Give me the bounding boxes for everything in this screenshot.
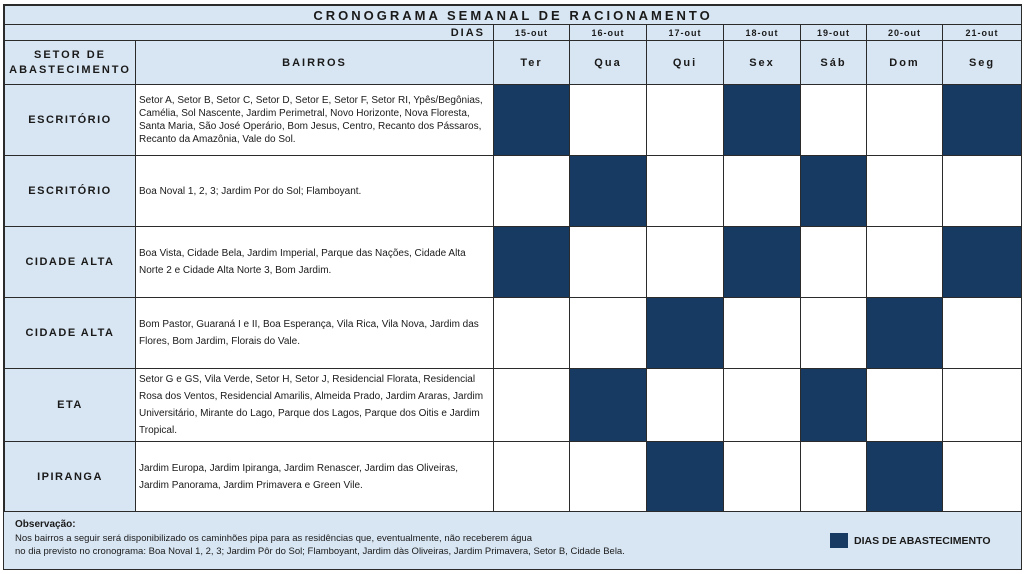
supply-cell (724, 156, 801, 227)
supply-cell (867, 298, 943, 369)
date-cell: 15-out (494, 25, 570, 41)
supply-cell (647, 442, 724, 513)
setor-header-line: ABASTECIMENTO (9, 63, 131, 76)
date-cell: 20-out (867, 25, 943, 41)
supply-cell (801, 156, 867, 227)
supply-cell (867, 227, 943, 298)
legend-swatch (830, 533, 848, 548)
table-row (5, 85, 1022, 156)
setor-cell: ESCRITÓRIO (5, 156, 136, 227)
table-row (5, 156, 1022, 227)
supply-cell (867, 442, 943, 513)
bairros-cell: Boa Noval 1, 2, 3; Jardim Por do Sol; Flamboyant. (136, 156, 494, 227)
supply-cell (647, 298, 724, 369)
supply-cell (647, 369, 724, 442)
dias-label: DIAS (5, 25, 494, 41)
page-title: CRONOGRAMA SEMANAL DE RACIONAMENTO (5, 6, 1022, 25)
supply-cell (943, 442, 1022, 513)
supply-cell (943, 369, 1022, 442)
schedule-sheet (3, 4, 1022, 570)
supply-cell (570, 298, 647, 369)
observation-panel (4, 511, 1021, 569)
weekday-cell: Dom (867, 41, 943, 85)
bairros-cell: Setor A, Setor B, Setor C, Setor D, Setor E, Setor F, Setor RI, Ypês/Begônias, Camélia, Sol Nascente, Jardim Perimetral, Novo Horizonte, Nova Floresta, Santa Maria, São José Operário, Bom Jesus, Centro, Recanto dos Pássaros, Recanto da Amazônia, Vale do Sol. (136, 85, 494, 156)
date-cell: 21-out (943, 25, 1022, 41)
date-cell: 16-out (570, 25, 647, 41)
table-row (5, 298, 1022, 369)
supply-cell (647, 227, 724, 298)
supply-cell (724, 442, 801, 513)
bairros-header: BAIRROS (136, 41, 494, 85)
supply-cell (724, 85, 801, 156)
setor-cell: IPIRANGA (5, 442, 136, 513)
supply-cell (724, 369, 801, 442)
legend-label: DIAS DE ABASTECIMENTO (854, 534, 991, 547)
supply-cell (647, 156, 724, 227)
table-row (5, 369, 1022, 442)
supply-cell (943, 227, 1022, 298)
legend (830, 533, 991, 548)
supply-cell (494, 227, 570, 298)
supply-cell (943, 298, 1022, 369)
bairros-cell: Setor G e GS, Vila Verde, Setor H, Setor J, Residencial Florata, Residencial Rosa dos Ventos, Residencial Amarilis, Almeida Prado, Jardim Araras, Jardim Universitário, Mirante do Lago, Parque dos Lagos, Parque dos Oitis e Jardim Tropical. (136, 369, 494, 442)
supply-cell (943, 156, 1022, 227)
schedule-table (4, 5, 1022, 513)
supply-cell (570, 156, 647, 227)
supply-cell (867, 156, 943, 227)
supply-cell (724, 298, 801, 369)
supply-cell (801, 442, 867, 513)
supply-cell (647, 85, 724, 156)
setor-cell: CIDADE ALTA (5, 298, 136, 369)
supply-cell (867, 85, 943, 156)
observation-text: no dia previsto no cronograma: Boa Noval 1, 2, 3; Jardim Pôr do Sol; Flamboyant, Jardim dàs Oliveiras, Jardim Primavera, Setor B, Cidade Bela. (15, 546, 625, 557)
observation-text: Nos bairros a seguir será disponibilizado os caminhões pipa para as residências que, eventualmente, não receberem água (15, 533, 532, 544)
weekday-cell: Qua (570, 41, 647, 85)
table-row (5, 442, 1022, 513)
bairros-cell: Boa Vista, Cidade Bela, Jardim Imperial, Parque das Nações, Cidade Alta Norte 2 e Cidade Alta Norte 3, Bom Jardim. (136, 227, 494, 298)
bairros-cell: Bom Pastor, Guaraná I e II, Boa Esperança, Vila Rica, Vila Nova, Jardim das Flores, Bom Jardim, Florais do Vale. (136, 298, 494, 369)
supply-cell (570, 85, 647, 156)
supply-cell (801, 298, 867, 369)
supply-cell (570, 442, 647, 513)
supply-cell (724, 227, 801, 298)
supply-cell (801, 227, 867, 298)
supply-cell (801, 85, 867, 156)
date-cell: 19-out (801, 25, 867, 41)
supply-cell (494, 369, 570, 442)
supply-cell (494, 442, 570, 513)
supply-cell (494, 298, 570, 369)
setor-cell: ETA (5, 369, 136, 442)
date-cell: 17-out (647, 25, 724, 41)
weekday-cell: Ter (494, 41, 570, 85)
supply-cell (570, 227, 647, 298)
table-row (5, 227, 1022, 298)
supply-cell (801, 369, 867, 442)
observation-title: Observação: (15, 519, 76, 530)
weekday-cell: Sex (724, 41, 801, 85)
supply-cell (494, 85, 570, 156)
weekday-cell: Seg (943, 41, 1022, 85)
supply-cell (867, 369, 943, 442)
supply-cell (494, 156, 570, 227)
date-cell: 18-out (724, 25, 801, 41)
weekday-cell: Sáb (801, 41, 867, 85)
bairros-cell: Jardim Europa, Jardim Ipiranga, Jardim Renascer, Jardim das Oliveiras, Jardim Panorama, Jardim Primavera e Green Vile. (136, 442, 494, 513)
weekday-cell: Qui (647, 41, 724, 85)
setor-cell: ESCRITÓRIO (5, 85, 136, 156)
setor-header-line: SETOR DE (33, 48, 107, 61)
setor-header (5, 41, 136, 85)
supply-cell (570, 369, 647, 442)
setor-cell: CIDADE ALTA (5, 227, 136, 298)
supply-cell (943, 85, 1022, 156)
